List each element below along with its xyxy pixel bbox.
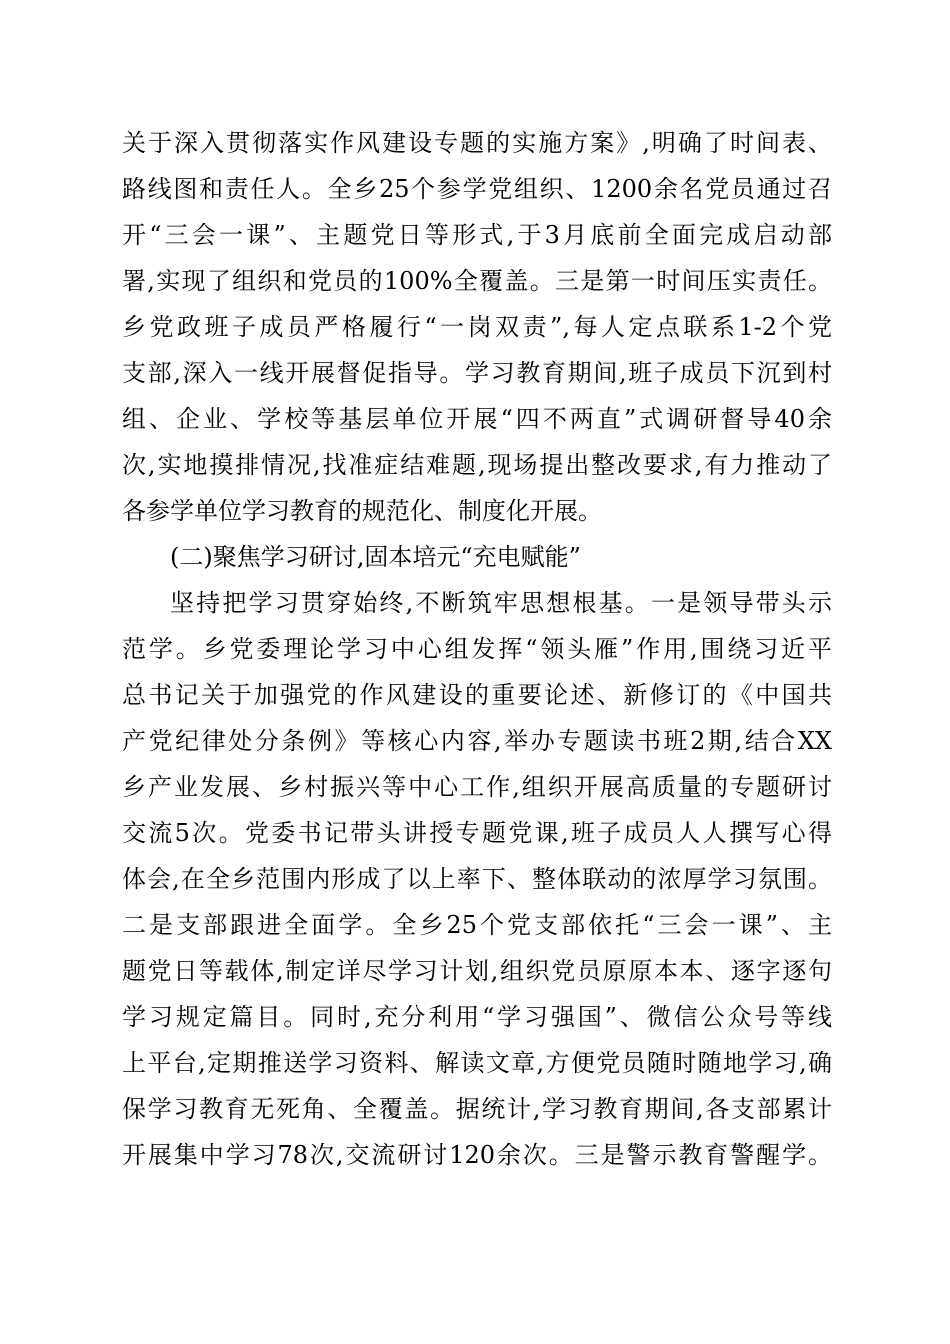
text-line: 坚持把学习贯穿始终,不断筑牢思想根基。一是领导带头示 <box>170 589 832 617</box>
text-line: 学习规定篇目。同时,充分利用“学习强国”、微信公众号等线 <box>122 1003 832 1031</box>
text-line: 范学。乡党委理论学习中心组发挥“领头雁”作用,围绕习近平 <box>122 635 832 663</box>
text-line: 交流5次。党委书记带头讲授专题党课,班子成员人人撰写心得 <box>122 819 832 847</box>
text-line: 开展集中学习78次,交流研讨120余次。三是警示教育警醒学。 <box>122 1141 832 1169</box>
text-line: 开“三会一课”、主题党日等形式,于3月底前全面完成启动部 <box>122 221 832 249</box>
document-body <box>122 120 832 1178</box>
text-line: 次,实地摸排情况,找准症结难题,现场提出整改要求,有力推动了 <box>122 451 832 479</box>
text-line: 支部,深入一线开展督促指导。学习教育期间,班子成员下沉到村 <box>122 359 832 387</box>
paragraph-study-discussion <box>122 580 832 1178</box>
text-line: 乡产业发展、乡村振兴等中心工作,组织开展高质量的专题研讨 <box>122 773 832 801</box>
section-heading: (二)聚焦学习研讨,固本培元“充电赋能” <box>170 543 581 571</box>
text-line: 二是支部跟进全面学。全乡25个党支部依托“三会一课”、主 <box>122 911 832 939</box>
text-line: 各参学单位学习教育的规范化、制度化开展。 <box>122 497 602 525</box>
text-line: 署,实现了组织和党员的100%全覆盖。三是第一时间压实责任。 <box>122 267 832 295</box>
text-line: 关于深入贯彻落实作风建设专题的实施方案》,明确了时间表、 <box>122 129 832 157</box>
text-line: 路线图和责任人。全乡25个参学党组织、1200余名党员通过召 <box>122 175 832 203</box>
text-line: 上平台,定期推送学习资料、解读文章,方便党员随时随地学习,确 <box>122 1049 832 1077</box>
text-line: 题党日等载体,制定详尽学习计划,组织党员原原本本、逐字逐句 <box>122 957 832 985</box>
text-line: 组、企业、学校等基层单位开展“四不两直”式调研督导40余 <box>122 405 832 433</box>
text-line: 体会,在全乡范围内形成了以上率下、整体联动的浓厚学习氛围。 <box>122 865 832 893</box>
text-line: 乡党政班子成员严格履行“一岗双责”,每人定点联系1-2个党 <box>122 313 832 341</box>
text-line: 保学习教育无死角、全覆盖。据统计,学习教育期间,各支部累计 <box>122 1095 832 1123</box>
paragraph-implementation <box>122 120 832 534</box>
text-line: 产党纪律处分条例》等核心内容,举办专题读书班2期,结合XX <box>122 727 832 755</box>
text-line: 总书记关于加强党的作风建设的重要论述、新修订的《中国共 <box>122 681 832 709</box>
